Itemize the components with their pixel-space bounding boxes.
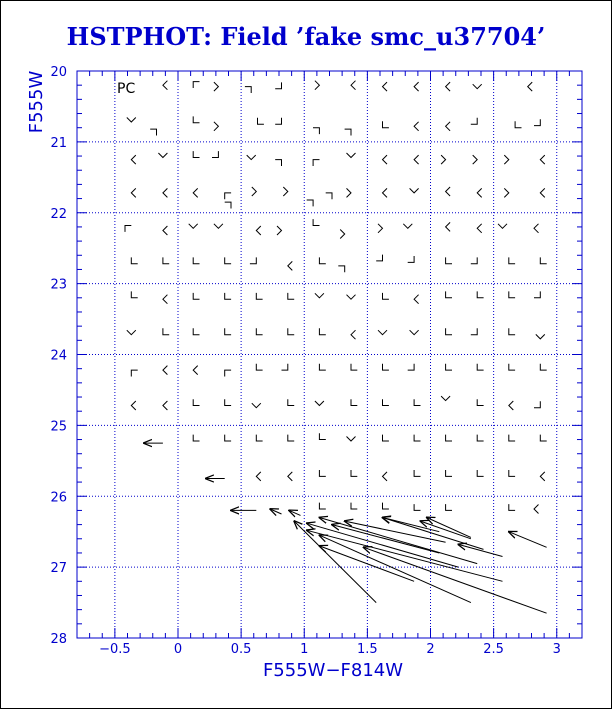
chevron-point (446, 364, 452, 370)
y-tick-label: 22 (50, 206, 67, 222)
chevron-point (351, 399, 357, 405)
chevron-point (319, 364, 325, 370)
chevron-point (256, 293, 262, 299)
chevron-point (446, 328, 452, 334)
chevron-point (225, 202, 231, 208)
chevron-point (383, 293, 389, 299)
chevron-point (225, 293, 231, 299)
chevron-point (351, 364, 357, 370)
chevron-point (256, 472, 261, 481)
chevron-point (338, 266, 344, 272)
y-tick-label: 24 (50, 348, 67, 364)
chevron-point (351, 470, 357, 476)
chevron-point (150, 129, 156, 135)
chevron-point (534, 224, 539, 233)
chevron-point (214, 224, 223, 229)
chevron-point (410, 188, 419, 193)
data-marks (125, 81, 547, 614)
chevron-point (127, 118, 136, 123)
chevron-point (131, 188, 136, 197)
x-tick-label: 1 (300, 642, 309, 657)
chevron-point (509, 470, 515, 476)
chevron-point (383, 503, 389, 509)
chevron-point (245, 87, 251, 93)
shift-arrow (509, 532, 547, 548)
chevron-point (163, 328, 169, 334)
chevron-point (193, 293, 199, 299)
chevron-point (477, 399, 483, 405)
y-tick-label: 28 (50, 632, 67, 647)
chevron-point (212, 151, 218, 157)
chevron-point (473, 84, 482, 89)
chevron-point (509, 364, 515, 370)
chevron-point (383, 472, 388, 481)
chevron-point (528, 82, 533, 91)
chevron-point (313, 219, 319, 225)
y-tick-label: 25 (50, 419, 67, 435)
chevron-point (534, 291, 540, 297)
chevron-point (347, 188, 352, 197)
x-tick-label: 0 (173, 642, 183, 657)
chevron-point (509, 291, 515, 297)
chevron-point (383, 188, 388, 197)
chevron-point (383, 155, 388, 164)
y-tick-label: 26 (50, 490, 67, 506)
chevron-point (446, 435, 452, 441)
x-tick-label: 1.5 (357, 642, 378, 657)
chevron-point (446, 82, 451, 91)
chevron-point (446, 291, 452, 297)
chevron-point (351, 81, 356, 90)
chevron-point (256, 226, 261, 235)
chevron-point (258, 118, 264, 124)
chevron-point (446, 504, 452, 510)
chevron-point (313, 128, 319, 134)
chevron-point (131, 370, 137, 376)
chevron-point (414, 155, 419, 164)
chevron-point (163, 226, 168, 235)
chevron-point (408, 256, 414, 262)
chevron-point (477, 470, 483, 476)
grid (77, 71, 582, 638)
y-tick-label: 20 (50, 65, 67, 80)
chevron-point (414, 82, 419, 91)
chevron-point (163, 401, 168, 410)
chevron-point (403, 224, 412, 229)
chevron-point (163, 188, 168, 197)
chevron-point (536, 334, 545, 339)
chevron-point (193, 366, 198, 375)
chevron-point (378, 330, 387, 335)
chevron-point (307, 200, 313, 206)
chevron-point (414, 435, 420, 441)
shift-arrow (427, 518, 471, 538)
chevron-point (515, 121, 521, 127)
axis-labels (26, 71, 403, 681)
chevron-point (351, 330, 356, 339)
chevron-point (347, 153, 356, 158)
chevron-point (193, 399, 199, 405)
chevron-point (540, 472, 545, 481)
chevron-point (189, 224, 198, 229)
chevron-point (131, 155, 136, 164)
chevron-point (193, 435, 199, 441)
chevron-point (256, 435, 262, 441)
chevron-point (131, 401, 136, 410)
chevron-point (477, 291, 483, 297)
chevron-point (225, 193, 231, 199)
shift-arrow (289, 510, 300, 515)
chevron-point (315, 81, 320, 90)
chevron-point (540, 257, 546, 263)
chevron-point (288, 261, 293, 270)
chevron-point (193, 82, 199, 88)
chevron-point (275, 118, 281, 124)
chevron-point (131, 291, 137, 297)
shift-arrow (319, 518, 477, 564)
chevron-point (125, 226, 131, 232)
chevron-point (441, 155, 446, 164)
chevron-point (163, 257, 169, 263)
chevron-point (540, 155, 545, 164)
chevron-point (256, 328, 262, 334)
chevron-point (534, 119, 540, 125)
shift-arrow (332, 525, 439, 553)
chevron-point (534, 401, 540, 407)
chevron-point (471, 257, 477, 263)
chevron-point (163, 81, 168, 90)
shift-arrow (270, 509, 281, 514)
axes (50, 65, 582, 657)
chevron-point (471, 328, 477, 334)
chevron-point (477, 435, 483, 441)
chevron-point (471, 118, 477, 124)
chevron-point (441, 396, 450, 401)
chevron-point (477, 188, 482, 197)
chevron-point (414, 295, 419, 304)
chevron-point (275, 160, 281, 166)
chevron-point (410, 330, 419, 335)
x-tick-label: −0.5 (99, 642, 131, 657)
chevron-point (446, 257, 452, 263)
chevron-point (319, 257, 325, 263)
chevron-point (288, 328, 294, 334)
chevron-point (288, 435, 294, 441)
y-tick-label: 23 (50, 277, 67, 293)
chevron-point (158, 153, 167, 158)
chevron-point (225, 399, 231, 405)
shift-arrow (458, 544, 502, 556)
chevron-point (509, 401, 514, 410)
chevron-point (282, 364, 288, 370)
chevron-point (383, 82, 388, 91)
chevron-point (376, 255, 382, 261)
chevron-point (250, 257, 256, 263)
chevron-point (446, 222, 451, 231)
chevron-point (540, 435, 546, 441)
chevron-point (414, 504, 420, 510)
chevron-point (247, 155, 256, 160)
chevron-point (504, 155, 509, 164)
chevron-point (193, 188, 198, 197)
chevron-point (252, 403, 261, 408)
chevron-point (378, 224, 383, 233)
chevron-point (193, 116, 199, 122)
chevron-point (347, 437, 356, 442)
chevron-point (340, 230, 345, 239)
chevron-point (345, 129, 351, 135)
chart-title: HSTPHOT: Field ’fake smc_u37704’ (66, 22, 546, 51)
chevron-point (414, 470, 420, 476)
chevron-point (509, 328, 515, 334)
chevron-point (163, 295, 168, 304)
chevron-point (540, 188, 545, 197)
chevron-point (446, 470, 452, 476)
chevron-point (214, 82, 219, 91)
x-tick-label: 2 (426, 642, 435, 657)
chevron-point (383, 399, 389, 405)
shift-arrow (383, 518, 484, 550)
chevron-point (414, 122, 419, 131)
chevron-point (473, 155, 478, 164)
chevron-point (288, 399, 294, 405)
chevron-point (127, 330, 136, 335)
chevron-point (319, 328, 325, 334)
chevron-point (319, 433, 325, 439)
chevron-point (225, 328, 231, 334)
pc-annotation: PC (117, 81, 136, 97)
chevron-point (319, 470, 325, 476)
chevron-point (477, 364, 483, 370)
shift-arrow (319, 546, 414, 581)
chevron-point (326, 193, 332, 199)
chevron-point (225, 257, 231, 263)
chevron-point (383, 435, 389, 441)
chevron-point (315, 293, 324, 298)
chevron-point (509, 504, 515, 510)
x-tick-label: 0.5 (230, 642, 252, 657)
chevron-point (446, 122, 451, 131)
chevron-point (383, 121, 389, 127)
chevron-point (131, 257, 137, 263)
chevron-point (414, 399, 420, 405)
chevron-point (313, 160, 319, 166)
chevron-point (498, 224, 507, 229)
chevron-point (477, 224, 482, 233)
chevron-point (288, 293, 294, 299)
chevron-point (252, 187, 256, 196)
chevron-point (193, 257, 199, 263)
chevron-point (540, 364, 546, 370)
x-axis-label: F555W−F814W (262, 660, 404, 681)
chevron-point (509, 435, 515, 441)
chevron-point (347, 295, 356, 300)
chevron-point (408, 364, 414, 370)
chevron-point (319, 503, 325, 509)
chevron-point (351, 503, 357, 509)
x-tick-label: 3 (552, 642, 561, 657)
chevron-point (193, 328, 199, 334)
chevron-point (256, 364, 262, 370)
y-axis-label: F555W (26, 70, 47, 134)
chevron-point (193, 151, 199, 157)
chevron-point (225, 370, 231, 376)
chevron-point (509, 257, 515, 263)
chevron-point (288, 472, 293, 481)
y-tick-label: 27 (50, 561, 67, 577)
y-tick-label: 21 (50, 135, 67, 151)
chevron-point (214, 122, 219, 131)
chevron-point (315, 401, 324, 406)
shift-arrow (420, 521, 471, 539)
chevron-point (383, 364, 389, 370)
x-tick-label: 2.5 (483, 642, 504, 657)
chevron-point (277, 226, 282, 235)
chevron-point (283, 187, 288, 196)
chevron-point (446, 187, 451, 196)
shift-arrow (307, 523, 459, 567)
chevron-point (225, 435, 231, 441)
chevron-point (163, 366, 168, 375)
chevron-point (534, 505, 539, 514)
chevron-point (275, 82, 281, 88)
chevron-point (504, 188, 509, 197)
